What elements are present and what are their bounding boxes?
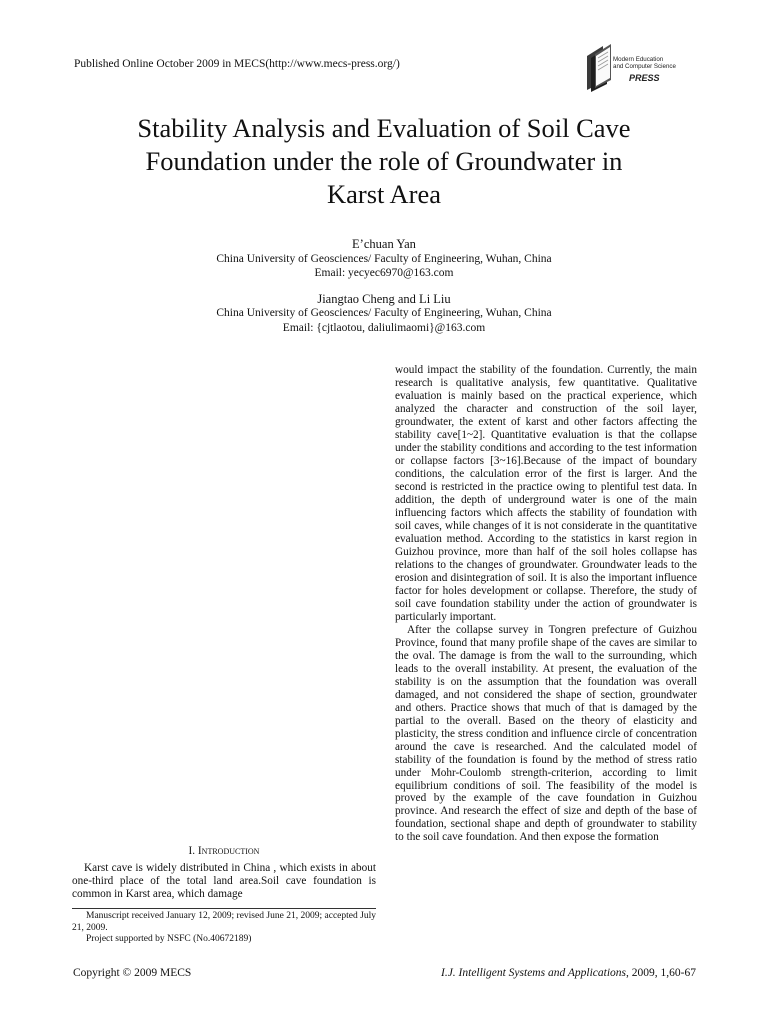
books-icon	[583, 42, 617, 92]
section-heading-introduction	[72, 845, 376, 858]
body-paragraph: After the collapse survey in Tongren prefecture of Guizhou Province, found that many profile shape of the caves are similar to the oval. The damage is from the wall to the surrounding, which leads to the overall instability. At present, the evaluation of the stability is on the assumption that the foundation was overall damaged, and not considered the shape of section, groundwater and others. Practice shows that much of that is damaged by the partial to the overall. Based on the theory of elasticity and plasticity, the stress condition and influence circle of concentration around the cave is researched. And the calculated model of stability of the foundation is found by the method of stress ratio under Mohr-Coulomb strength-criterion, according to limit equilibrium conditions of soil. The feasibility of the model is proved by the example of the cave foundation in Guizhou province. And research the effect of size and depth of the base of foundation, sectional shape and depth of groundwater to stability to the soil cave foundation. And then expose the formation	[395, 623, 697, 844]
footnote-divider	[72, 908, 376, 909]
published-online-line: Published Online October 2009 in MECS(http://www.mecs-press.org/)	[74, 58, 400, 70]
mecs-press-logo	[583, 42, 695, 92]
title-line-2: Foundation under the role of Groundwater in	[145, 146, 623, 176]
title-line-1: Stability Analysis and Evaluation of Soil Cave	[137, 113, 631, 143]
copyright-notice: Copyright © 2009 MECS	[73, 967, 192, 979]
title-line-3: Karst Area	[326, 179, 442, 209]
right-column	[395, 364, 697, 844]
author-affiliation: China University of Geosciences/ Faculty of Engineering, Wuhan, China	[216, 307, 552, 319]
introduction-paragraph: Karst cave is widely distributed in China , which exists in about one-third place of the total land area.Soil cave foundation is common in Karst area, which damage	[72, 862, 376, 900]
author-name: Jiangtao Cheng and Li Liu	[317, 291, 451, 306]
author-group-2	[0, 292, 768, 336]
section-number: I.	[188, 845, 196, 857]
author-email: Email: yecyec6970@163.com	[314, 267, 454, 279]
section-title: Introduction	[197, 845, 260, 857]
author-email: Email: {cjtlaotou, daliulimaomi}@163.com	[282, 321, 486, 334]
left-column	[72, 845, 376, 901]
footnote-funding: Project supported by NSFC (No.40672189)	[86, 934, 252, 944]
journal-citation	[441, 967, 696, 979]
logo-text	[613, 57, 676, 70]
footnotes	[72, 911, 376, 946]
author-block	[0, 237, 768, 335]
logo-line-2: and Computer Science	[613, 62, 676, 70]
author-group-1	[0, 237, 768, 281]
paper-title	[60, 112, 708, 211]
body-paragraph: would impact the stability of the foundation. Currently, the main research is qualitative analysis, few quantitative. Qualitative evaluation is mainly based on the practical experience, which analyzed the character and construction of the soil layer, groundwater, the extent of karst and other factors affecting the stability cave[1~2]. Quantitative evaluation is that the collapse under the stability conditions and according to the test information or collapse factors [3~16].Because of the impact of boundary conditions, the calculation error of the first is larger. And the second is restricted in the practice owing to plentiful test data. In addition, the depth of underground water is one of the main influencing factors which affects the stability of foundation with soil caves, while changes of it is not considerate in the quantitative evaluation method. According to the statistics in karst region in Guizhou province, more than half of the soil holes collapse has relations to the changes of groundwater. Groundwater leads to the erosion and disintegration of soil. It is also the important influence factor for holes development or collapse. Therefore, the study of soil cave foundation stability under the action of groundwater is particularly important.	[395, 364, 697, 623]
footnote-manuscript: Manuscript received January 12, 2009; revised June 21, 2009; accepted July 21, 2009.	[72, 911, 376, 933]
logo-press-text: PRESS	[629, 73, 660, 83]
logo-line-1: Modern Education	[613, 56, 664, 63]
author-affiliation: China University of Geosciences/ Faculty of Engineering, Wuhan, China	[216, 252, 552, 265]
journal-name: I.J. Intelligent Systems and Applications	[440, 967, 627, 979]
journal-details: , 2009, 1,60-67	[626, 967, 696, 979]
author-name: E’chuan Yan	[352, 237, 416, 251]
